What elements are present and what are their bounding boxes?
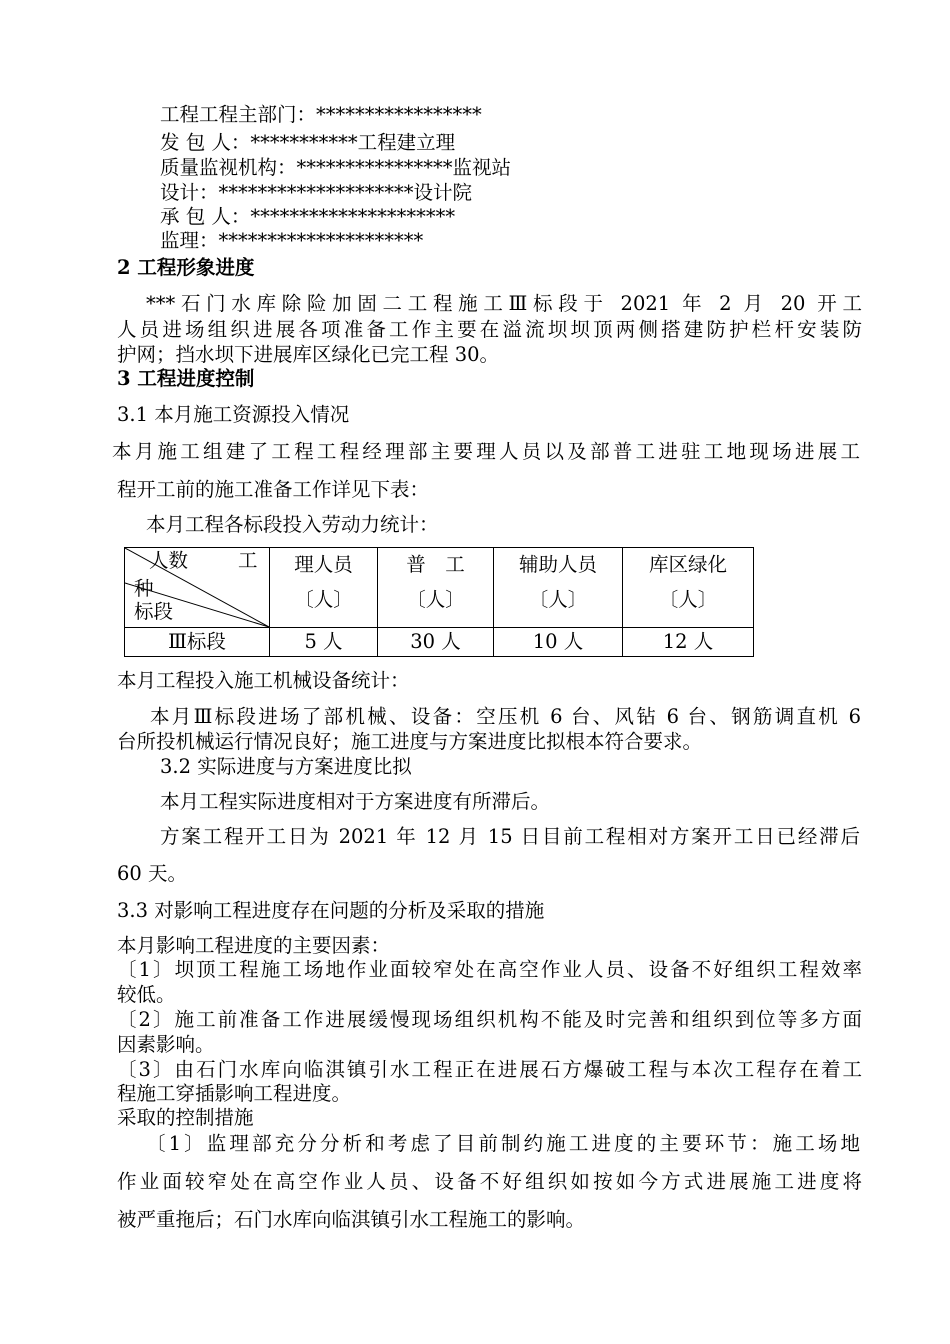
corner-label-type-2: 种 xyxy=(134,577,154,600)
sec2-para-line-3: 护网；挡水坝下进展库区绿化已完工程 30。 xyxy=(117,343,500,366)
party-value: ***************** xyxy=(316,103,482,126)
factor-3-line-2: 程施工穿插影响工程进度。 xyxy=(117,1082,352,1105)
sec31-para-line-2: 程开工前的施工准备工作详见下表： xyxy=(117,478,430,501)
factor-3-line-1: 〔3〕由石门水库向临淇镇引水工程正在进展石方爆破工程与本次工程存在着工 xyxy=(117,1058,862,1081)
measure-1-line-1: 〔1〕监理部充分分析和考虑了目前制约施工进度的主要环节：施工场地 xyxy=(146,1132,860,1155)
party-label: 工程工程主部门： xyxy=(160,103,317,126)
header-cell-management xyxy=(270,548,378,628)
sec32-para-2-line-2: 60 天。 xyxy=(117,862,188,885)
header-unit: 〔人〕 xyxy=(528,588,588,611)
machine-table-caption: 本月工程投入施工机械设备统计： xyxy=(117,669,410,692)
header-name: 理人员 xyxy=(294,553,353,576)
labor-table xyxy=(124,547,754,657)
sec2-para-line-1: ***石门水库除险加固二工程施工Ⅲ标段于 2021 年 2 月 20 开工 xyxy=(146,292,862,315)
party-value: ***********工程建立理 xyxy=(250,131,456,154)
factor-2-line-2: 因素影响。 xyxy=(117,1033,215,1056)
party-line-3 xyxy=(160,156,511,180)
party-value: ********************设计院 xyxy=(218,181,473,204)
subsection-3-3: 3.3 对影响工程进度存在问题的分析及采取的措施 xyxy=(117,899,545,922)
party-value: ********************* xyxy=(218,229,424,252)
party-line-6 xyxy=(160,229,423,253)
factors-title: 本月影响工程进度的主要因素： xyxy=(117,934,391,957)
factor-1-line-1: 〔1〕坝顶工程施工场地作业面较窄处在高空作业人员、设备不好组织工程效率 xyxy=(117,958,862,981)
subsection-3-2: 3.2 实际进度与方案进度比拟 xyxy=(160,755,412,778)
measure-1-line-3: 被严重拖后；石门水库向临淇镇引水工程施工的影响。 xyxy=(117,1208,586,1231)
party-line-4 xyxy=(160,181,472,205)
header-unit: 〔人〕 xyxy=(406,588,465,611)
party-label: 质量监视机构： xyxy=(160,156,297,179)
corner-label-type: 工 xyxy=(238,549,258,572)
factor-2-line-1: 〔2〕施工前准备工作进展缓慢现场组织机构不能及时完善和组织到位等多方面 xyxy=(117,1008,862,1031)
table-row xyxy=(125,628,754,657)
row-label-cell: Ⅲ标段 xyxy=(125,628,270,657)
party-line-1 xyxy=(160,103,482,127)
party-label: 承 包 人： xyxy=(160,205,251,228)
party-line-5 xyxy=(160,205,455,229)
section-3-heading: 3 工程进度控制 xyxy=(117,367,255,390)
table-cell: 12 人 xyxy=(623,628,754,657)
sec32-para-2-line-1: 方案工程开工日为 2021 年 12 月 15 日目前工程相对方案开工日已经滞后 xyxy=(160,825,860,848)
measures-title: 采取的控制措施 xyxy=(117,1106,254,1129)
factor-1-line-2: 较低。 xyxy=(117,983,176,1006)
party-value: ********************* xyxy=(250,205,456,228)
machine-para-line-2: 台所投机械运行情况良好；施工进度与方案进度比拟根本符合要求。 xyxy=(117,730,703,753)
machine-para-line-1: 本月Ⅲ标段进场了部机械、设备：空压机 6 台、风钻 6 台、钢筋调直机 6 xyxy=(150,705,861,728)
header-name: 普 工 xyxy=(406,553,465,576)
party-label: 发 包 人： xyxy=(160,131,251,154)
party-line-2 xyxy=(160,131,455,155)
sec31-para-line-1: 本月施工组建了工程工程经理部主要理人员以及部普工进驻工地现场进展工 xyxy=(112,440,860,463)
table-row xyxy=(125,548,754,628)
table-cell: 30 人 xyxy=(378,628,494,657)
sec32-para-1: 本月工程实际进度相对于方案进度有所滞后。 xyxy=(160,790,551,813)
subsection-3-1: 3.1 本月施工资源投入情况 xyxy=(117,403,350,426)
labor-table-caption: 本月工程各标段投入劳动力统计： xyxy=(146,513,439,536)
table-cell: 5 人 xyxy=(270,628,378,657)
header-name: 辅助人员 xyxy=(518,553,597,576)
corner-label-count: 人数 xyxy=(149,549,189,572)
header-cell-worker xyxy=(378,548,494,628)
section-2-heading: 2 工程形象进度 xyxy=(117,256,255,279)
header-name: 库区绿化 xyxy=(648,553,727,576)
header-unit: 〔人〕 xyxy=(658,588,718,611)
table-cell: 10 人 xyxy=(494,628,623,657)
sec2-para-line-2: 人员进场组织进展各项准备工作主要在溢流坝坝顶两侧搭建防护栏杆安装防 xyxy=(117,318,862,341)
table-corner-cell xyxy=(125,548,270,628)
header-cell-auxiliary xyxy=(494,548,623,628)
party-label: 监理： xyxy=(160,229,219,252)
header-cell-greening xyxy=(623,548,754,628)
party-label: 设计： xyxy=(160,181,219,204)
party-value: ****************监视站 xyxy=(296,156,512,179)
corner-label-section: 标段 xyxy=(134,600,174,623)
header-unit: 〔人〕 xyxy=(294,588,353,611)
measure-1-line-2: 作业面较窄处在高空作业人员、设备不好组织如按如今方式进展施工进度将 xyxy=(117,1170,862,1193)
